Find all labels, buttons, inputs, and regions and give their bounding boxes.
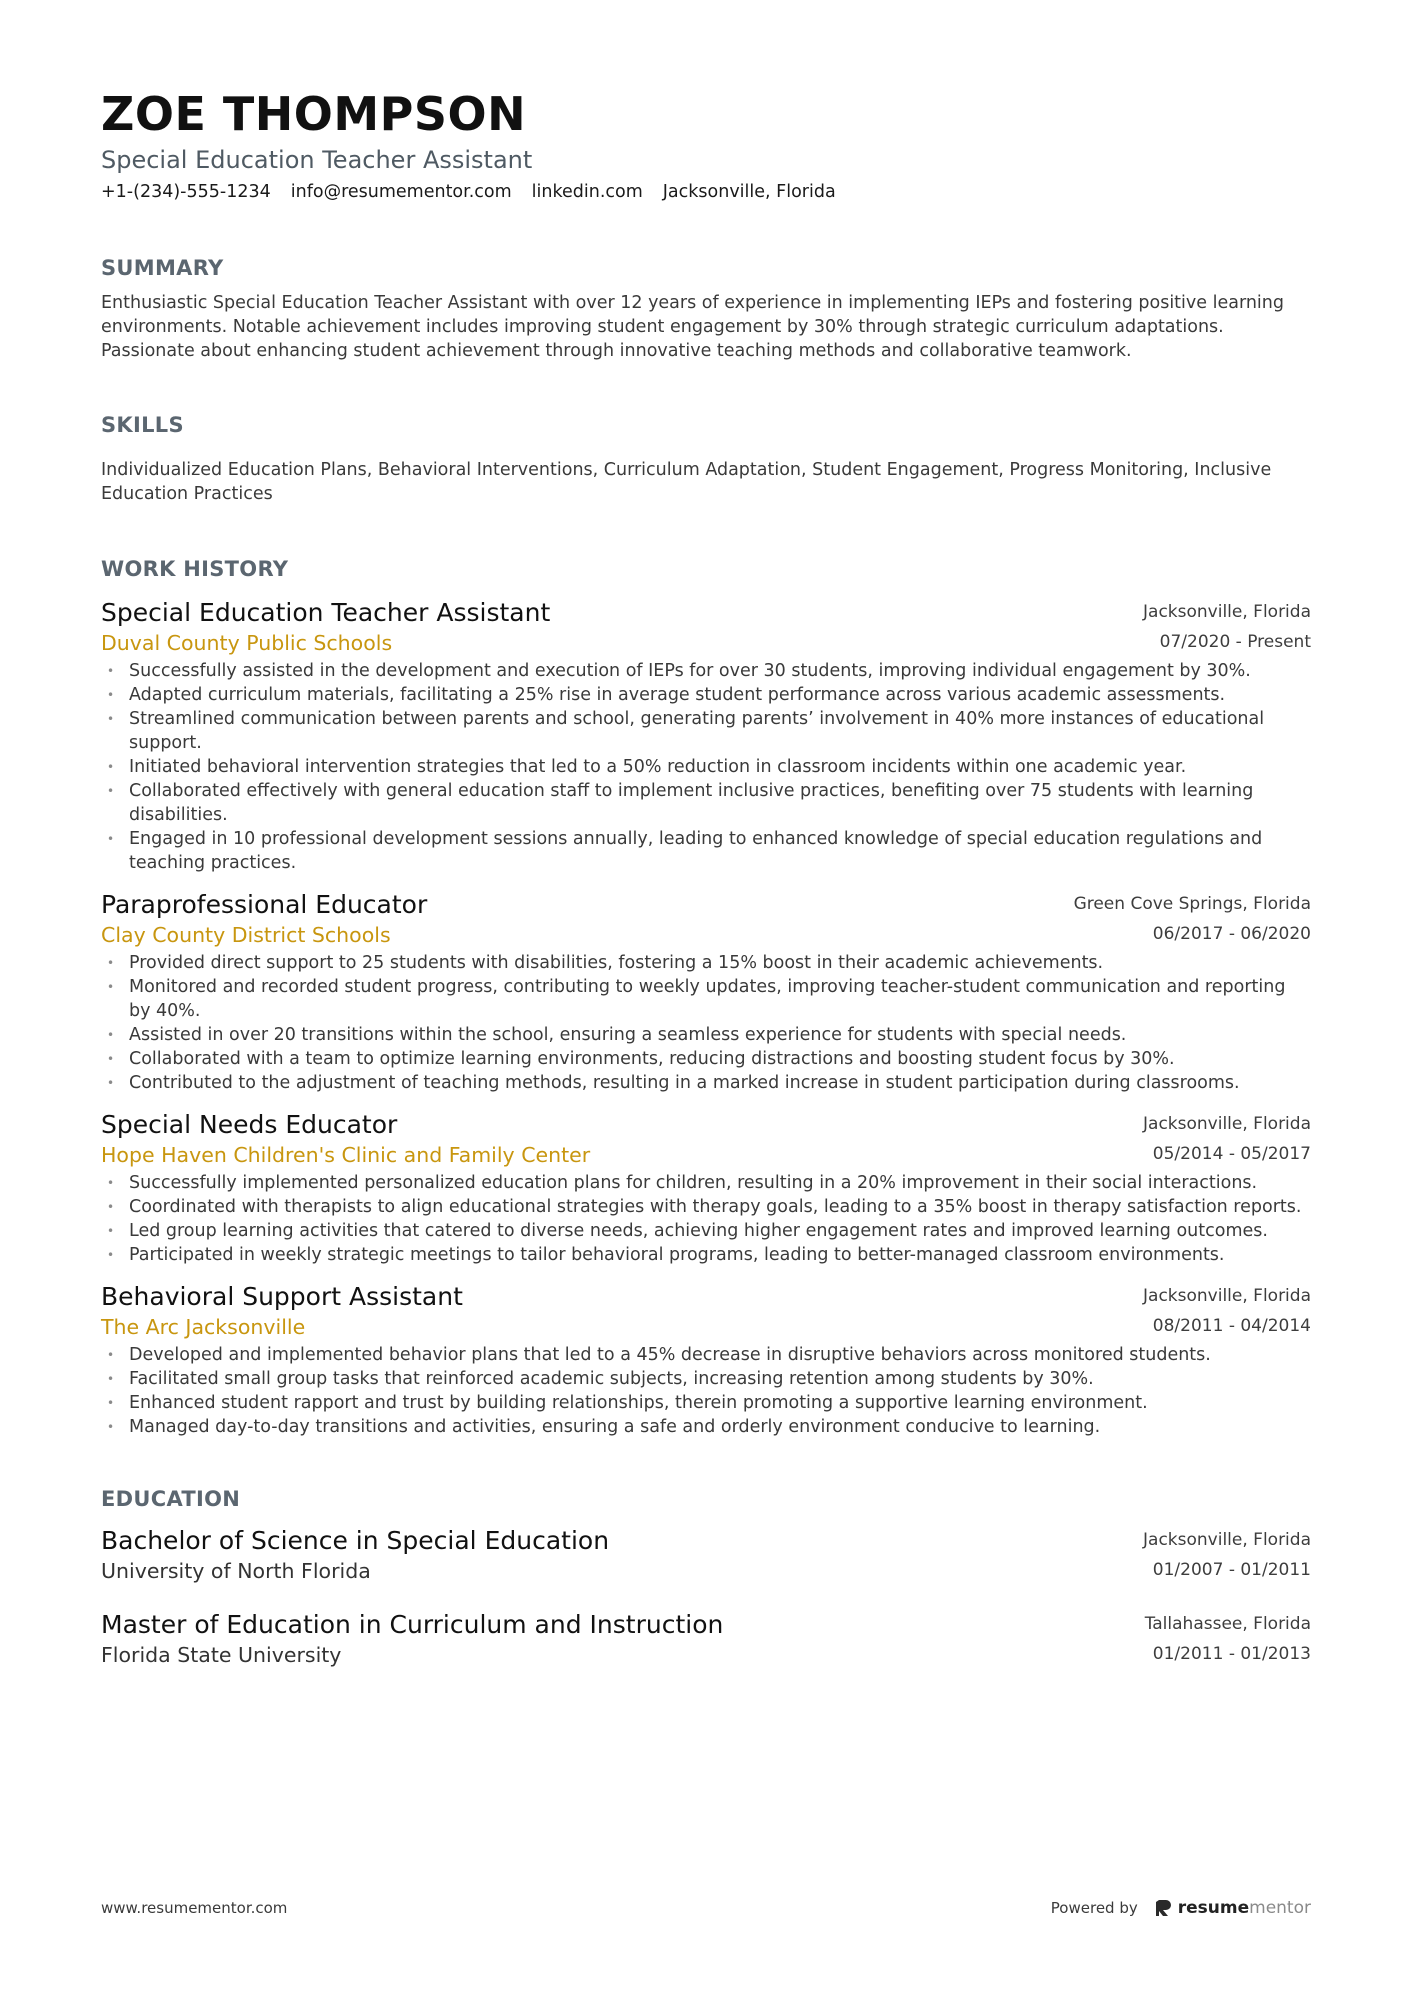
job-dates: 05/2014 - 05/2017 xyxy=(1152,1144,1311,1164)
resumementor-logo-icon xyxy=(1156,1898,1172,1918)
job-entry xyxy=(101,597,1311,875)
education-location: Tallahassee, Florida xyxy=(1144,1614,1311,1634)
footer-website-link[interactable]: www.resumementor.com xyxy=(101,1899,288,1917)
contact-phone: +1-(234)-555-1234 xyxy=(101,182,271,202)
job-entry xyxy=(101,1109,1311,1267)
job-bullet: • Facilitated small group tasks that reinforced academic subjects, increasing retention among students by 30%. xyxy=(101,1367,1311,1391)
brand-name-part-b: mentor xyxy=(1249,1898,1311,1918)
degree-title: Master of Education in Curriculum and Instruction xyxy=(101,1610,724,1639)
job-bullet: • Collaborated with a team to optimize learning environments, reducing distractions and boosting student focus by 30%. xyxy=(101,1047,1311,1071)
skills-text: Individualized Education Plans, Behavioral Interventions, Curriculum Adaptation, Student Engagement, Progress Monitoring, Inclusive Education Practices xyxy=(101,460,1272,504)
job-bullet: • Coordinated with therapists to align educational strategies with therapy goals, leading to a 35% boost in therapy satisfaction reports. xyxy=(101,1195,1311,1219)
resume-header xyxy=(101,86,1311,204)
job-company: The Arc Jacksonville xyxy=(101,1315,306,1339)
job-dates: 06/2017 - 06/2020 xyxy=(1152,924,1311,944)
job-bullet: • Enhanced student rapport and trust by building relationships, therein promoting a supportive learning environment. xyxy=(101,1391,1311,1415)
job-title: Paraprofessional Educator xyxy=(101,890,428,919)
job-dates: 07/2020 - Present xyxy=(1159,632,1311,652)
education-entry xyxy=(101,1525,1311,1585)
job-bullet: • Successfully assisted in the development and execution of IEPs for over 30 students, improving individual engagement by 30%. xyxy=(101,659,1311,683)
contact-email[interactable]: info@resumementor.com xyxy=(290,182,512,202)
job-title: Behavioral Support Assistant xyxy=(101,1282,463,1311)
section-heading-summary: SUMMARY xyxy=(101,256,224,280)
summary-text: Enthusiastic Special Education Teacher Assistant with over 12 years of experience in implementing IEPs and fostering positive learning environments. Notable achievement includes improving student engagement by 30% through strategic curriculum adaptations. Passionate about enhancing student achievement through innovative teaching methods and collaborative teamwork. xyxy=(101,293,1284,361)
job-company: Duval County Public Schools xyxy=(101,631,393,655)
job-bullet: • Successfully implemented personalized education plans for children, resulting in a 20% improvement in their social interactions. xyxy=(101,1171,1311,1195)
candidate-title: Special Education Teacher Assistant xyxy=(101,146,533,174)
school-name: University of North Florida xyxy=(101,1559,371,1583)
job-company: Hope Haven Children's Clinic and Family Center xyxy=(101,1143,591,1167)
job-dates: 08/2011 - 04/2014 xyxy=(1152,1316,1311,1336)
section-heading-skills: SKILLS xyxy=(101,413,184,437)
section-heading-work-history: WORK HISTORY xyxy=(101,557,289,581)
job-bullets xyxy=(101,659,1311,875)
education-entry xyxy=(101,1609,1311,1669)
education-dates: 01/2011 - 01/2013 xyxy=(1152,1644,1311,1664)
job-title: Special Education Teacher Assistant xyxy=(101,598,551,627)
job-bullet: • Provided direct support to 25 students with disabilities, fostering a 15% boost in their academic achievements. xyxy=(101,951,1311,975)
job-company: Clay County District Schools xyxy=(101,923,391,947)
powered-by-label: Powered by xyxy=(1050,1899,1138,1917)
job-location: Green Cove Springs, Florida xyxy=(1073,894,1311,914)
education-dates: 01/2007 - 01/2011 xyxy=(1152,1560,1311,1580)
powered-by xyxy=(1051,1898,1311,1918)
skills-section xyxy=(101,411,1311,506)
job-bullet: • Adapted curriculum materials, facilitating a 25% rise in average student performance across various academic assessments. xyxy=(101,683,1311,707)
job-bullet: • Streamlined communication between parents and school, generating parents’ involvement in 40% more instances of educational support. xyxy=(101,707,1311,755)
brand-logo[interactable] xyxy=(1156,1898,1311,1918)
job-bullet: • Monitored and recorded student progress, contributing to weekly updates, improving teacher-student communication and reporting by 40%. xyxy=(101,975,1311,1023)
contact-line xyxy=(101,180,1311,204)
job-location: Jacksonville, Florida xyxy=(1143,1114,1311,1134)
job-bullet: • Assisted in over 20 transitions within the school, ensuring a seamless experience for students with special needs. xyxy=(101,1023,1311,1047)
job-entry xyxy=(101,889,1311,1095)
job-bullet: • Managed day-to-day transitions and activities, ensuring a safe and orderly environment conducive to learning. xyxy=(101,1415,1311,1439)
page-footer xyxy=(101,1898,1311,1918)
job-bullet: • Engaged in 10 professional development sessions annually, leading to enhanced knowledge of special education regulations and teaching practices. xyxy=(101,827,1311,875)
candidate-name: ZOE THOMPSON xyxy=(101,87,527,141)
job-bullet: • Collaborated effectively with general education staff to implement inclusive practices, benefiting over 75 students with learning disabilities. xyxy=(101,779,1311,827)
job-location: Jacksonville, Florida xyxy=(1143,1286,1311,1306)
contact-linkedin[interactable]: linkedin.com xyxy=(531,182,643,202)
job-bullet: • Initiated behavioral intervention strategies that led to a 50% reduction in classroom incidents within one academic year. xyxy=(101,755,1311,779)
job-location: Jacksonville, Florida xyxy=(1143,602,1311,622)
job-entry xyxy=(101,1281,1311,1439)
resume-content xyxy=(101,86,1311,1669)
job-bullets xyxy=(101,951,1311,1095)
summary-section xyxy=(101,254,1311,363)
job-title: Special Needs Educator xyxy=(101,1110,398,1139)
education-section xyxy=(101,1485,1311,1669)
section-heading-education: EDUCATION xyxy=(101,1487,241,1511)
school-name: Florida State University xyxy=(101,1643,342,1667)
education-location: Jacksonville, Florida xyxy=(1143,1530,1311,1550)
job-bullet: • Participated in weekly strategic meetings to tailor behavioral programs, leading to better-managed classroom environments. xyxy=(101,1243,1311,1267)
brand-name-part-a: resume xyxy=(1177,1898,1250,1918)
job-bullet: • Led group learning activities that catered to diverse needs, achieving higher engagement rates and improved learning outcomes. xyxy=(101,1219,1311,1243)
work-history-section xyxy=(101,555,1311,1439)
job-bullets xyxy=(101,1343,1311,1439)
job-bullet: • Developed and implemented behavior plans that led to a 45% decrease in disruptive behaviors across monitored students. xyxy=(101,1343,1311,1367)
degree-title: Bachelor of Science in Special Education xyxy=(101,1526,610,1555)
job-bullets xyxy=(101,1171,1311,1267)
job-bullet: • Contributed to the adjustment of teaching methods, resulting in a marked increase in student participation during classrooms. xyxy=(101,1071,1311,1095)
contact-location: Jacksonville, Florida xyxy=(662,182,836,202)
